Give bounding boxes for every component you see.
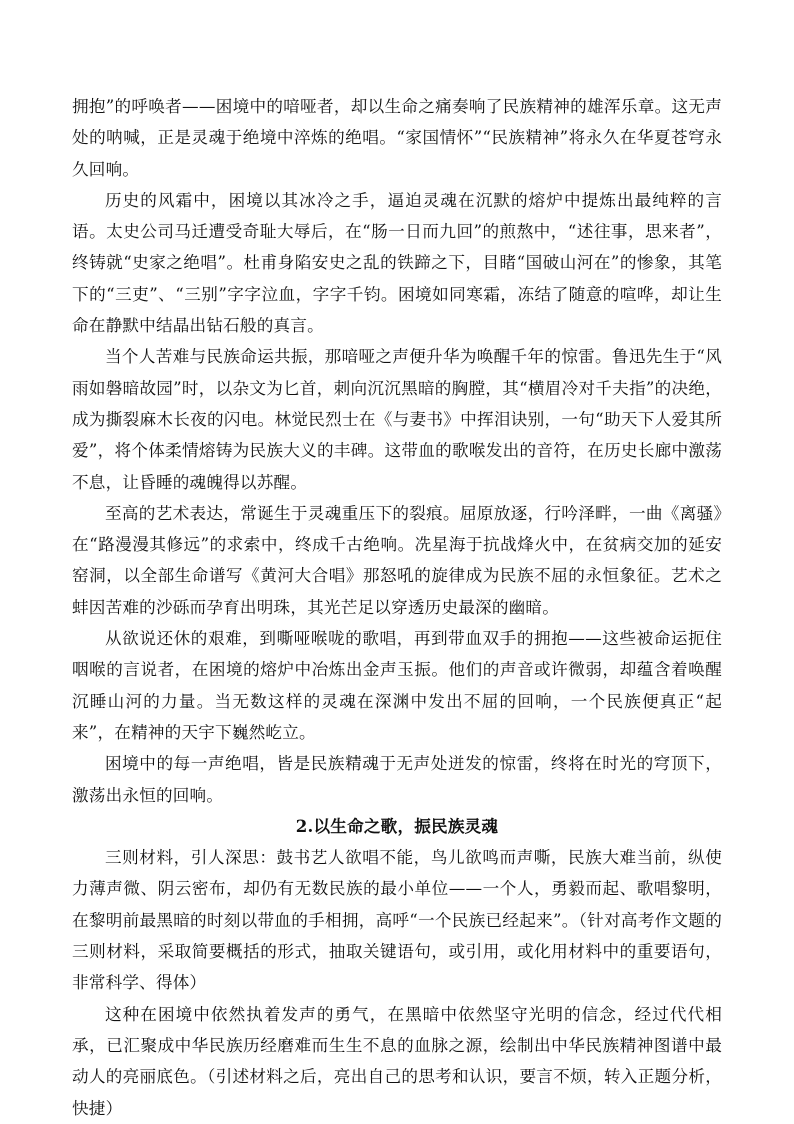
- paragraph-reflection: 这种在困境中依然执着发声的勇气，在黑暗中依然坚守光明的信念，经过代代相承，已汇聚成中华民族历经磨难而生生不息的血脉之源，绘制出中华民族精神图谱中最动人的亮丽底色。（引述材料之后，亮出自己的思考和认识，要言不烦，转入正题分析，快捷）: [72, 1004, 722, 1118]
- paragraph-art: 至高的艺术表达，常诞生于灵魂重压下的裂痕。屈原放逐，行吟泽畔，一曲《离骚》在“路漫漫其修远”的求索中，终成千古绝响。冼星海于抗战烽火中，在贫病交加的延安窑洞，以全部生命谱写《黄河大合唱》那怒吼的旋律成为民族不屈的永恒象征。艺术之蚌因苦难的沙砾而孕育出明珠，其光芒足以穿透历史最深的幽暗。: [72, 503, 722, 617]
- essay-body: [72, 91, 722, 1124]
- paragraph-national-fate: 当个人苦难与民族命运共振，那喑哑之声便升华为唤醒千年的惊雷。鲁迅先生于“风雨如磐暗故园”时，以杂文为匕首，刺向沉沉黑暗的胸膛，其“横眉冷对千夫指”的决绝，成为撕裂麻木长夜的闪电。林觉民烈士在《与妻书》中挥泪诀别，一句“助天下人爱其所爱”，将个体柔情熔铸为民族大义的丰碑。这带血的歌喉发出的音符，在历史长廊中激荡不息，让昏睡的魂魄得以苏醒。: [72, 347, 722, 492]
- paragraph-materials: 三则材料，引人深思：鼓书艺人欲唱不能，鸟儿欲鸣而声嘶，民族大难当前，纵使力薄声微、阴云密布，却仍有无数民族的最小单位——一个人，勇毅而起、歌唱黎明，在黎明前最黑暗的时刻以带血的手相拥，高呼“一个民族已经起来”。（针对高考作文题的三则材料，采取简要概括的形式，抽取关键语句，或引用，或化用材料中的重要语句，非常科学、得体）: [72, 848, 722, 993]
- paragraph-history: 历史的风霜中，困境以其冰冷之手，逼迫灵魂在沉默的熔炉中提炼出最纯粹的言语。太史公司马迁遭受奇耻大辱后，在“肠一日而九回”的煎熬中，“述往事，思来者”，终铸就“史家之绝唱”。杜甫身陷安史之乱的铁蹄之下，目睹“国破山河在”的惨象，其笔下的“三吏”、“三别”字字泣血，字字千钧。困境如同寒霜，冻结了随意的喧哗，却让生命在静默中结晶出钻石般的真言。: [72, 190, 722, 336]
- paragraph-continuation: 拥抱”的呼唤者——困境中的喑哑者，却以生命之痛奏响了民族精神的雄浑乐章。这无声处的呐喊，正是灵魂于绝境中淬炼的绝唱。“家国情怀”“民族精神”将永久在华夏苍穹永久回响。: [72, 97, 722, 179]
- paragraph-summary: 从欲说还休的艰难，到嘶哑喉咙的歌唱，再到带血双手的拥抱——这些被命运扼住咽喉的言说者，在困境的熔炉中冶炼出金声玉振。他们的声音或许微弱，却蕴含着唤醒沉睡山河的力量。当无数这样的灵魂在深渊中发出不屈的回响，一个民族便真正“起来”，在精神的天宇下巍然屹立。: [72, 629, 722, 742]
- paragraph-conclusion: 困境中的每一声绝唱，皆是民族精魂于无声处迸发的惊雷，终将在时光的穹顶下，激荡出永恒的回响。: [72, 754, 722, 805]
- section-heading: 2.以生命之歌，振民族灵魂: [295, 815, 499, 836]
